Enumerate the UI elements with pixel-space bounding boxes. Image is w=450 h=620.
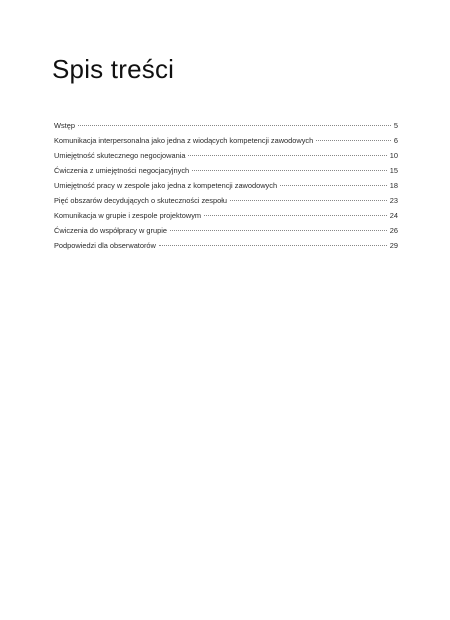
dot-leader [192, 170, 387, 171]
toc-entry-page: 23 [389, 196, 398, 205]
toc-entry-page: 18 [389, 181, 398, 190]
toc-entry-page: 29 [389, 241, 398, 250]
dot-leader [280, 185, 387, 186]
toc-entry-title: Komunikacja w grupie i zespole projektowym [54, 211, 202, 220]
dot-leader [159, 245, 387, 246]
table-of-contents [54, 121, 398, 256]
toc-entry-page: 24 [389, 211, 398, 220]
dot-leader [78, 125, 391, 126]
toc-entry-title: Wstęp [54, 121, 75, 130]
dot-leader [170, 230, 387, 231]
toc-entry-page: 6 [393, 136, 398, 145]
toc-entry [54, 136, 398, 151]
toc-entry [54, 181, 398, 196]
toc-entry [54, 166, 398, 181]
toc-entry [54, 121, 398, 136]
toc-entry [54, 241, 398, 256]
toc-entry-title: Ćwiczenia do współpracy w grupie [54, 226, 167, 235]
toc-entry-title: Umiejętność pracy w zespole jako jedna z kompetencji zawodowych [54, 181, 278, 190]
dot-leader [316, 140, 391, 141]
toc-entry-page: 15 [389, 166, 398, 175]
toc-entry-page: 10 [389, 151, 398, 160]
toc-entry-title: Pięć obszarów decydujących o skuteczności zespołu [54, 196, 227, 205]
toc-entry-page: 5 [393, 121, 398, 130]
toc-entry-page: 26 [389, 226, 398, 235]
dot-leader [188, 155, 386, 156]
toc-entry [54, 211, 398, 226]
dot-leader [204, 215, 387, 216]
toc-entry [54, 151, 398, 166]
page-title: Spis treści [52, 54, 175, 84]
toc-entry-title: Umiejętność skutecznego negocjowania [54, 151, 186, 160]
toc-entry [54, 226, 398, 241]
toc-entry-title: Ćwiczenia z umiejętności negocjacyjnych [54, 166, 190, 175]
toc-entry-title: Podpowiedzi dla obserwatorów [54, 241, 156, 250]
toc-entry-title: Komunikacja interpersonalna jako jedna z wiodących kompetencji zawodowych [54, 136, 314, 145]
toc-entry [54, 196, 398, 211]
dot-leader [230, 200, 387, 201]
